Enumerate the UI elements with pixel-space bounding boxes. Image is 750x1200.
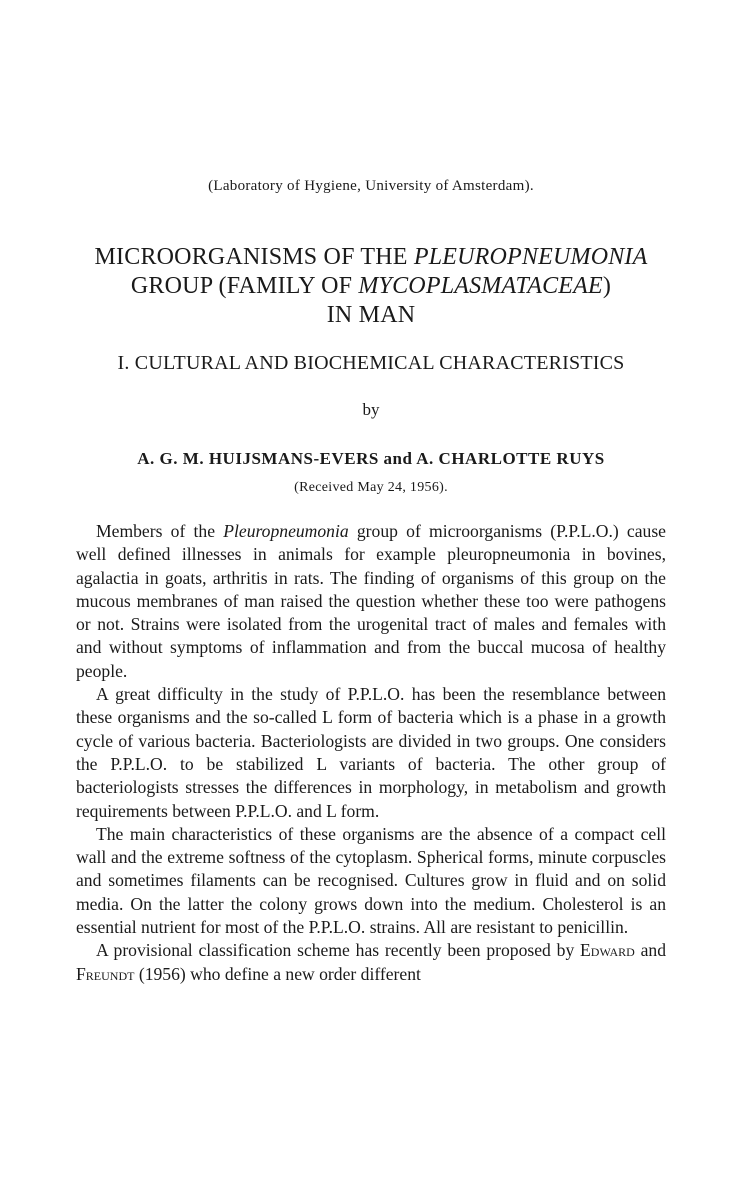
- title-line-2: [76, 272, 666, 301]
- title-line-1-text: MICROORGANISMS OF THE: [94, 244, 414, 270]
- title-line-1-italic: PLEUROPNEUMONIA: [413, 244, 648, 270]
- paragraph-3: The main characteristics of these organisms are the absence of a compact cell wall and the extreme softness of the cytoplasm. Spherical forms, minute corpuscles and sometimes filaments can be recognised. Cultures grow in fluid and on solid media. On the latter the colony grows down into the medium. Cholesterol is an essential nutrient for most of the P.P.L.O. strains. All are resistant to penicillin.: [76, 823, 666, 938]
- affiliation: (Laboratory of Hygiene, University of Amsterdam).: [208, 178, 534, 194]
- paragraph-2: A great difficulty in the study of P.P.L.O. has been the resemblance between these organisms and the so-called L form of bacteria which is a phase in a growth cycle of various bacteria. Bacteriologists are divided in two groups. One considers the P.P.L.O. to be stabilized L variants of bacteria. The other group of bacteriologists stresses the differences in morphology, in metabolism and growth requirements between P.P.L.O. and L form.: [76, 684, 666, 821]
- title-line-1: [76, 243, 666, 272]
- p4-author-2: Freundt: [76, 963, 135, 984]
- p4-rest: (1956) who define a new order different: [134, 963, 421, 984]
- p1-rest: group of microorganisms (P.P.L.O.) cause well defined illnesses in animals for example pleuropneumonia in bovines, agalactia in goats, arthritis in rats. The finding of organisms of this group on the mucous membranes of man raised the question whether these too were pathogens or not. Strains were isolated from the urogenital tract of males and females with and without symptoms of inflammation and from the buccal mucosa of healthy people.: [76, 521, 666, 681]
- p1-italic: Pleuropneumonia: [223, 521, 349, 541]
- article-subtitle: I. CULTURAL AND BIOCHEMICAL CHARACTERISTICS: [117, 352, 625, 374]
- p4-start: A provisional classification scheme has recently been proposed by: [96, 940, 581, 961]
- paragraph-1: [76, 520, 666, 683]
- title-line-2-close: ): [602, 273, 612, 299]
- paragraph-4: [76, 939, 666, 986]
- p4-author-1: Edward: [580, 940, 635, 961]
- by-line: by: [362, 400, 380, 419]
- p4-and: and: [634, 940, 666, 961]
- p1-start: Members of the: [96, 521, 224, 541]
- received-date: (Received May 24, 1956).: [294, 480, 448, 495]
- authors: A. G. M. HUIJSMANS-EVERS and A. CHARLOTTE RUYS: [137, 449, 605, 468]
- title-line-2-text: GROUP (FAMILY OF: [130, 273, 359, 299]
- body-text: [76, 520, 666, 986]
- article-title: [76, 243, 666, 330]
- title-line-2-italic: MYCOPLASMATACEAE: [358, 273, 603, 299]
- title-line-3: IN MAN: [326, 302, 416, 328]
